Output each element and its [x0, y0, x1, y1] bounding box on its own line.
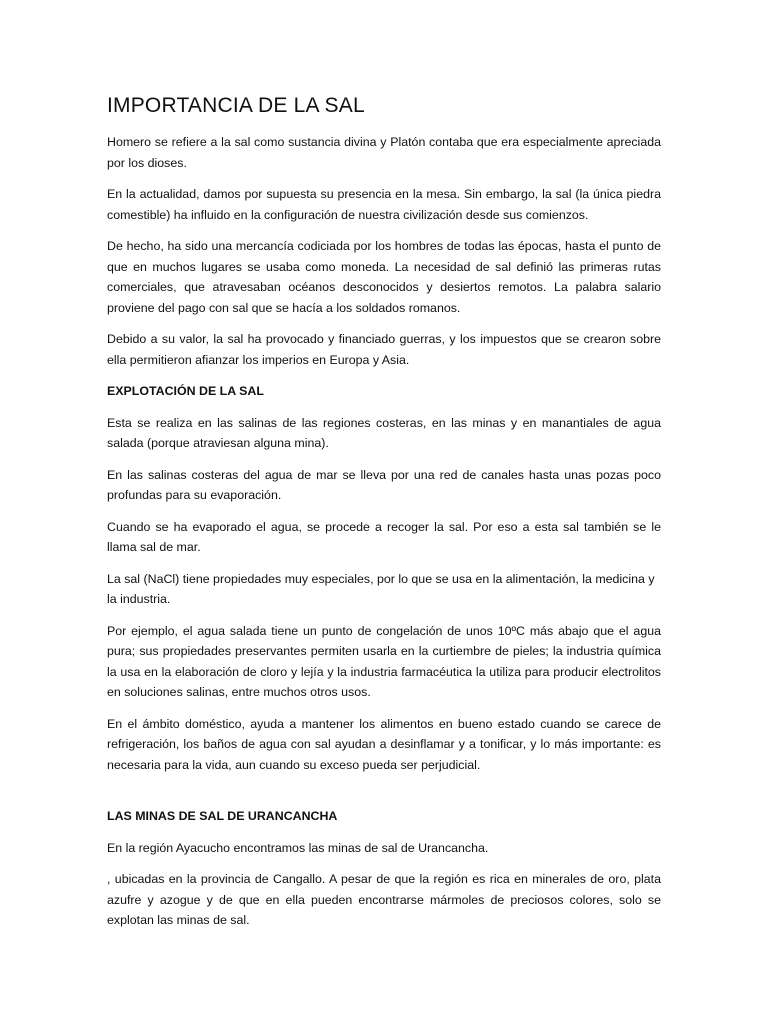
paragraph: En el ámbito doméstico, ayuda a mantener los alimentos en bueno estado cuando se carece de refrigeración, los baños de agua con sal ayudan a desinflamar y a tonificar, y lo más importante: es necesaria para la vida, aun cuando su exceso pueda ser perjudicial.	[107, 716, 661, 772]
page-title: IMPORTANCIA DE LA SAL	[107, 94, 365, 117]
paragraph: De hecho, ha sido una mercancía codiciada por los hombres de todas las épocas, hasta el punto de que en muchos lugares se usaba como moneda. La necesidad de sal definió las primeras rutas comerciales, que atravesaban océanos desconocidos y desiertos remotos. La palabra salario proviene del pago con sal que se hacía a los soldados romanos.	[107, 239, 661, 315]
paragraph: , ubicadas en la provincia de Cangallo. A pesar de que la región es rica en minerales de oro, plata azufre y azogue y de que en ella pueden encontrarse mármoles de preciosos colores, solo se explotan las minas de sal.	[107, 872, 661, 927]
paragraph: Esta se realiza en las salinas de las regiones costeras, en las minas y en manantiales de agua salada (porque atraviesan alguna mina).	[107, 415, 661, 450]
paragraph: La sal (NaCl) tiene propiedades muy especiales, por lo que se usa en la alimentación, la medicina y la industria.	[107, 571, 655, 606]
paragraph: En las salinas costeras del agua de mar se lleva por una red de canales hasta unas pozas poco profundas para su evaporación.	[107, 467, 661, 502]
paragraph: Debido a su valor, la sal ha provocado y financiado guerras, y los impuestos que se crearon sobre ella permitieron afianzar los imperios en Europa y Asia.	[107, 332, 661, 367]
paragraph: En la actualidad, damos por supuesta su presencia en la mesa. Sin embargo, la sal (la única piedra comestible) ha influido en la configuración de nuestra civilización desde sus comienzos.	[107, 187, 661, 222]
paragraph: Cuando se ha evaporado el agua, se procede a recoger la sal. Por eso a esta sal también se le llama sal de mar.	[107, 519, 661, 554]
paragraph: Homero se refiere a la sal como sustancia divina y Platón contaba que era especialmente apreciada por los dioses.	[107, 135, 661, 170]
section-heading-minas: LAS MINAS DE SAL DE URANCANCHA	[107, 809, 338, 823]
section-heading-explotacion: EXPLOTACIÓN DE LA SAL	[107, 384, 264, 398]
paragraph: En la región Ayacucho encontramos las minas de sal de Urancancha.	[107, 840, 489, 855]
paragraph: Por ejemplo, el agua salada tiene un punto de congelación de unos 10ºC más abajo que el agua pura; sus propiedades preservantes permiten usarla en la curtiembre de pieles; la industria química la usa en la elaboración de cloro y lejía y la industria farmacéutica la utiliza para producir electrolitos en soluciones salinas, entre muchos otros usos.	[107, 623, 661, 699]
spacer	[107, 786, 661, 806]
